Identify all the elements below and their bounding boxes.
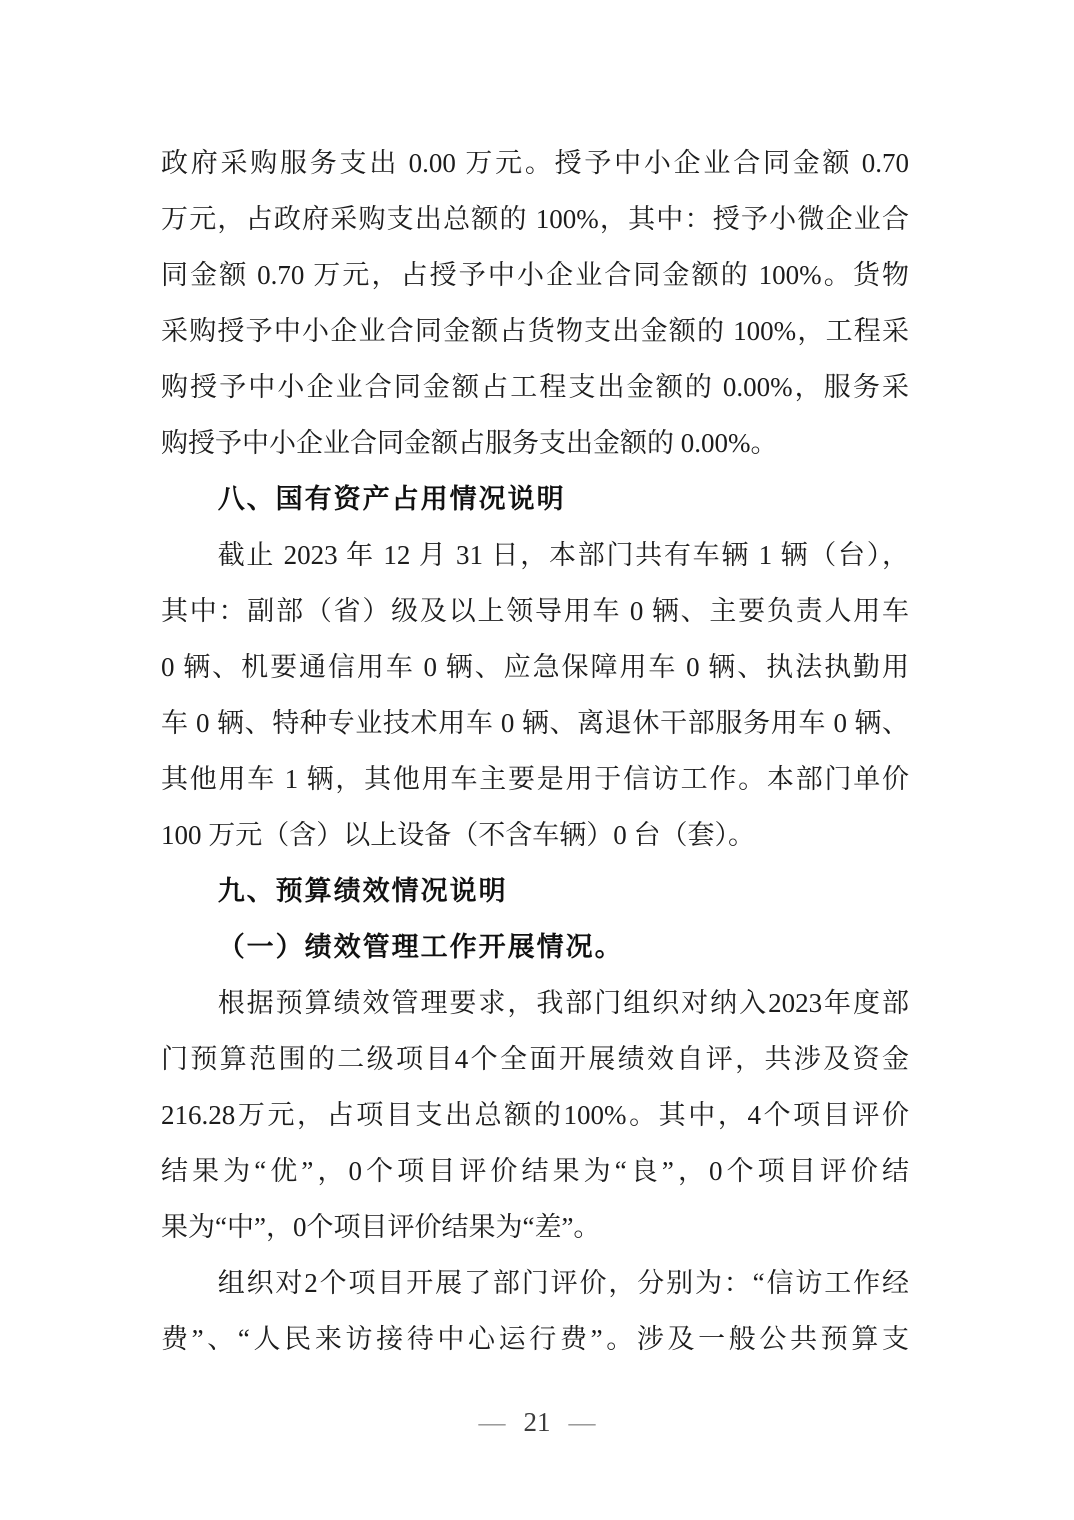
text-line: 万元，占政府采购支出总额的 100%，其中：授予小微企业合 <box>161 204 909 234</box>
heading-line: （一）绩效管理工作开展情况。 <box>217 932 624 962</box>
page-number-dash-right: — <box>568 1407 596 1437</box>
text-line: 车 0 辆、特种专业技术用车 0 辆、离退休干部服务用车 0 辆、 <box>161 708 909 738</box>
text-line: 果为“中”，0个项目评价结果为“差”。 <box>161 1212 601 1242</box>
text-line: 0 辆、机要通信用车 0 辆、应急保障用车 0 辆、执法执勤用 <box>161 652 909 682</box>
text-line: 费”、“人民来访接待中心运行费”。涉及一般公共预算支 <box>161 1324 909 1354</box>
heading-line: 九、预算绩效情况说明 <box>217 876 508 906</box>
text-line: 216.28万元，占项目支出总额的100%。其中，4个项目评价 <box>161 1100 909 1130</box>
page-number-dash-left: — <box>478 1407 506 1437</box>
text-line: 其他用车 1 辆，其他用车主要是用于信访工作。本部门单价 <box>161 764 909 794</box>
text-line: 购授予中小企业合同金额占工程支出金额的 0.00%，服务采 <box>161 372 909 402</box>
text-line: 结果为“优”，0个项目评价结果为“良”，0个项目评价结 <box>161 1156 909 1186</box>
page-footer <box>0 1402 1074 1442</box>
text-line: 同金额 0.70 万元，占授予中小企业合同金额的 100%。货物 <box>161 260 909 290</box>
text-line: 其中：副部（省）级及以上领导用车 0 辆、主要负责人用车 <box>161 596 909 626</box>
document-body <box>161 135 909 1367</box>
text-line: 截止 2023 年 12 月 31 日，本部门共有车辆 1 辆（台）， <box>217 540 909 570</box>
text-line: 根据预算绩效管理要求，我部门组织对纳入2023年度部 <box>217 988 909 1018</box>
heading-line: 八、国有资产占用情况说明 <box>217 484 566 514</box>
text-line: 100 万元（含）以上设备（不含车辆）0 台（套）。 <box>161 820 755 850</box>
page-number: 21 <box>523 1407 551 1437</box>
text-line: 购授予中小企业合同金额占服务支出金额的 0.00%。 <box>161 428 778 458</box>
text-line: 门预算范围的二级项目4个全面开展绩效自评，共涉及资金 <box>161 1044 909 1074</box>
text-line: 采购授予中小企业合同金额占货物支出金额的 100%，工程采 <box>161 316 909 346</box>
text-line: 政府采购服务支出 0.00 万元。授予中小企业合同金额 0.70 <box>161 148 909 178</box>
text-line: 组织对2个项目开展了部门评价，分别为：“信访工作经 <box>217 1268 909 1298</box>
